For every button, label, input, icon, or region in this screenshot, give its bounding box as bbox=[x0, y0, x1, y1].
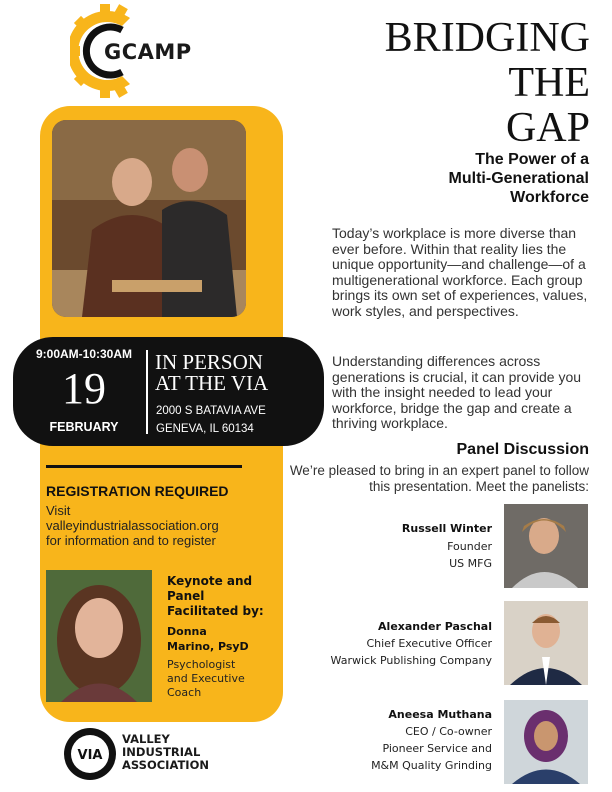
via-logo-icon bbox=[62, 726, 118, 782]
event-month: FEBRUARY bbox=[49, 420, 119, 434]
info-divider bbox=[146, 350, 148, 434]
panelist-details: Chief Executive Officer Warwick Publishing Company bbox=[330, 637, 492, 667]
event-location: IN PERSON AT THE VIA bbox=[155, 350, 269, 395]
keynote-speaker-photo bbox=[46, 570, 152, 702]
panelist-name: Aneesa Muthana bbox=[388, 708, 492, 721]
panel-heading: Panel Discussion bbox=[456, 441, 589, 458]
section-divider bbox=[46, 465, 242, 468]
panelist-details: CEO / Co-owner Pioneer Service and M&M Quality Grinding bbox=[371, 725, 492, 772]
registration-text: Visit valleyindustrialassociation.org for information and to register bbox=[46, 503, 219, 548]
intro-paragraph: Today’s workplace is more diverse than ever before. Within that reality lies the unique opportunity—and challenge—of a multigenerational workforce. Each group brings its own set of experiences, values, work styles, and perspectives. bbox=[332, 225, 588, 319]
panelist-photo bbox=[504, 504, 588, 588]
understanding-paragraph: Understanding differences across generations is crucial, it can provide you with the insight needed to lead your workforce, bridge the gap and create a thriving workplace. bbox=[332, 353, 582, 432]
keynote-name: Donna Marino, PsyD bbox=[167, 625, 249, 653]
via-name: VALLEY INDUSTRIAL ASSOCIATION bbox=[122, 732, 209, 772]
panel-intro: We’re pleased to bring in an expert panel to follow this presentation. Meet the panelists: bbox=[289, 463, 589, 494]
panelist-details: Founder US MFG bbox=[447, 540, 492, 570]
event-time: 9:00AM-10:30AM bbox=[35, 347, 133, 361]
event-day: 19 bbox=[62, 364, 106, 413]
event-address: 2000 S BATAVIA AVE GENEVA, IL 60134 bbox=[156, 405, 266, 435]
page-subtitle: The Power of a Multi-Generational Workforce bbox=[448, 151, 589, 206]
registration-heading: REGISTRATION REQUIRED bbox=[46, 483, 229, 499]
page-title: BRIDGING THE GAP bbox=[384, 15, 590, 151]
via-badge-text: VIA bbox=[77, 748, 103, 763]
panelist-photo bbox=[504, 601, 588, 685]
registration-link[interactable]: valleyindustrialassociation.org bbox=[46, 518, 219, 533]
panelist-name: Alexander Paschal bbox=[378, 620, 492, 633]
workers-photo bbox=[52, 120, 246, 317]
gcamp-logo-text: GCAMP bbox=[104, 40, 192, 64]
keynote-role: Psychologist and Executive Coach bbox=[167, 658, 245, 699]
keynote-heading: Keynote and Panel Facilitated by: bbox=[167, 574, 264, 618]
panelist-name: Russell Winter bbox=[401, 522, 492, 535]
panelist-photo bbox=[504, 700, 588, 784]
